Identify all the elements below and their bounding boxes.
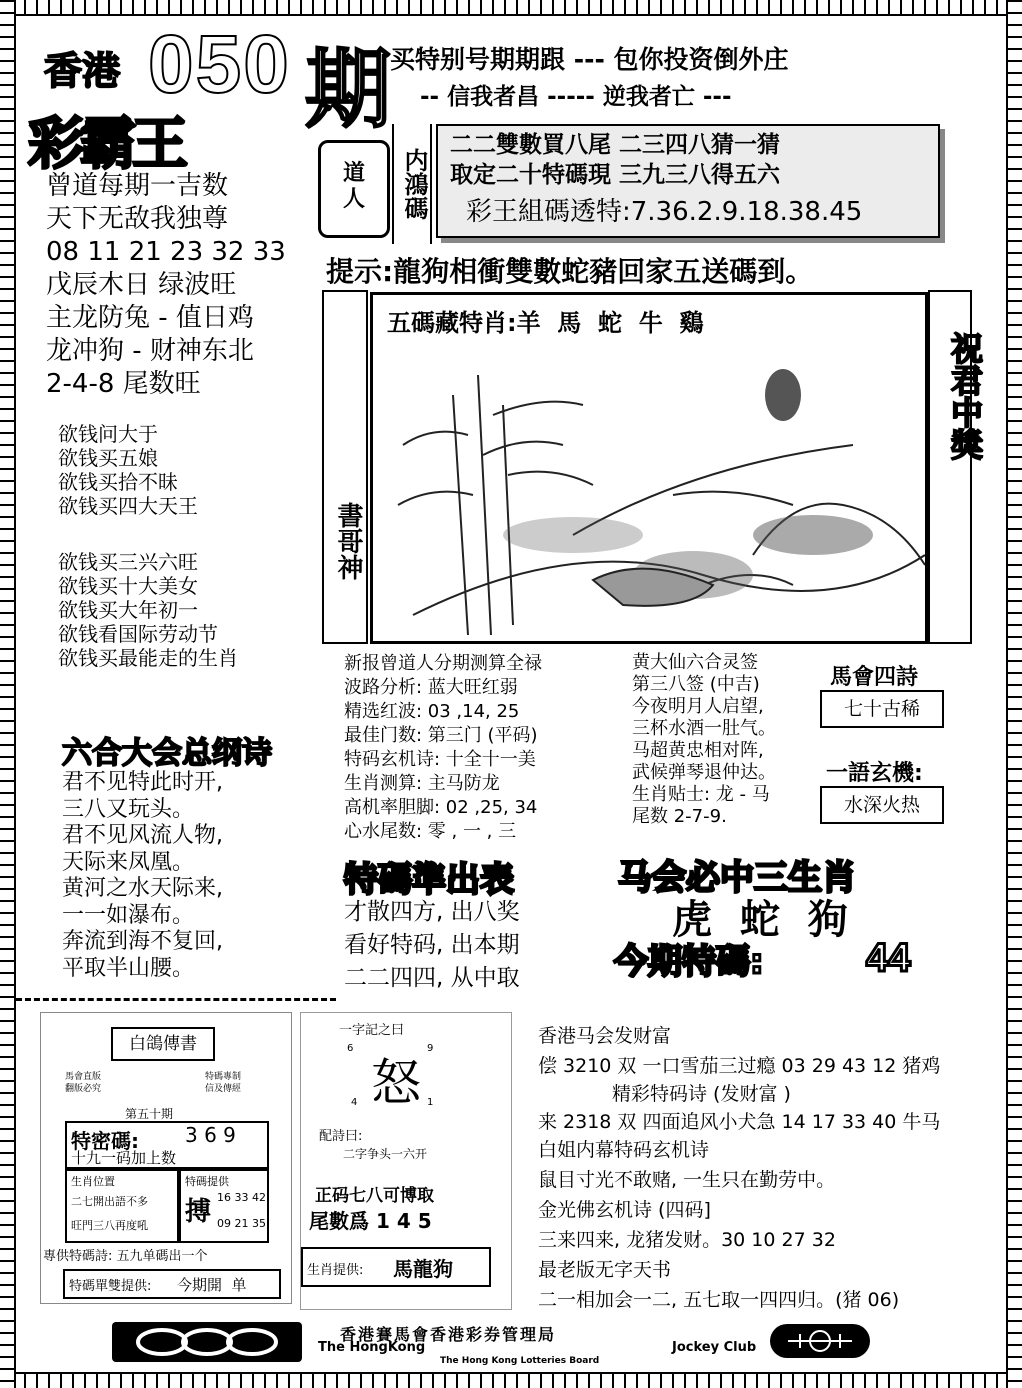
riddle-line: 欲钱买大年初一	[58, 598, 198, 622]
crane-zodiac-pos-box	[65, 1169, 179, 1243]
intro-line: 主龙防兔 - 值日鸡	[46, 303, 254, 333]
crane-special-nums-2: 09 21 35	[217, 1217, 266, 1230]
poem-lines	[62, 770, 223, 982]
analysis-line: 新报曾道人分期测算全禄	[344, 653, 542, 674]
border-top	[0, 0, 1022, 16]
analysis-line: 心水尾数: 零 , 一 , 三	[344, 821, 517, 842]
crane-special-char: 搏	[185, 1197, 212, 1227]
inner-code-numbers: 彩王組碼透特:7.36.2.9.18.38.45	[466, 197, 863, 227]
poem-line: 奔流到海不复回,	[62, 929, 223, 954]
today-label: 今期特碼:	[614, 942, 764, 982]
one-char-char: 怒	[371, 1054, 421, 1112]
crane-code-value: 3 6 9	[185, 1123, 236, 1147]
analysis-line: 高机率胆脚: 02 ,25, 34	[344, 797, 538, 818]
special-table-title: 特碼準出表	[344, 860, 514, 900]
crane-left-note-1: 馬會直版	[65, 1072, 102, 1082]
analysis-line: 波路分析: 蓝大旺红弱	[344, 677, 518, 698]
intro-line: 戊辰木日 绿波旺	[46, 270, 237, 300]
logo: 彩霸王	[28, 112, 184, 177]
poem-line: 一一如瀑布。	[62, 902, 195, 928]
one-char-zodiac-box	[301, 1247, 491, 1287]
intro-line: 天下无敌我独尊	[46, 204, 229, 234]
crane-right-note-1: 特碼專制	[205, 1072, 242, 1082]
hdx-line: 第三八签 (中吉)	[632, 674, 760, 695]
inner-code-label: 内鴻碼	[392, 124, 432, 244]
one-char-poem-label: 配詩曰:	[319, 1129, 363, 1144]
one-char-n4: 1	[427, 1097, 434, 1108]
hdx-line: 今夜明月人启望,	[632, 696, 764, 717]
jockey-logo-icon	[112, 1322, 302, 1362]
rb-line-5: 鼠目寸光不敢赌, 一生只在勤劳中。	[538, 1169, 836, 1191]
riddle-line: 欲钱买最能走的生肖	[58, 646, 238, 670]
analysis-lines	[344, 652, 542, 844]
intro-lines	[46, 170, 286, 401]
rb-line-1: 偿 3210 双 一口雪茄三过瘾 03 29 43 12 猪鸡	[538, 1055, 941, 1077]
rb-line-6: 金光佛玄机诗 (四码]	[538, 1199, 711, 1221]
one-char-tail: 尾數爲 1 4 5	[309, 1209, 432, 1233]
one-char-zodiac-label: 生肖提供:	[307, 1263, 364, 1278]
slogan-1: 买特别号期期跟 --- 包你投资倒外庄	[390, 45, 789, 74]
intro-line: 龙冲狗 - 财神东北	[46, 336, 254, 366]
crane-right-note-2: 信及傳經	[205, 1084, 242, 1094]
footer-en-3: The Hong Kong Lotteries Board	[440, 1356, 600, 1366]
right-caption-box	[928, 290, 984, 644]
picture-title: 五碼藏特肖:羊 馬 蛇 牛 鷄	[387, 309, 704, 337]
seal-text: 道人	[342, 161, 365, 212]
huang-daxian-lines	[632, 652, 776, 828]
intro-line: 曾道每期一吉数	[46, 171, 229, 201]
jockey-pick-title: 马会必中三生肖	[618, 858, 856, 898]
crane-special-nums-1: 16 33 42	[217, 1191, 266, 1204]
left-caption: 書哥神	[333, 502, 363, 580]
intro-line: 08 11 21 23 32 33	[46, 237, 286, 267]
crane-poem-line: 專供特碼詩: 五九单碼出一个	[43, 1249, 208, 1264]
footer-en-1: The HongKong	[318, 1340, 426, 1355]
poem-line: 平取半山腰。	[62, 955, 195, 981]
lotteries-logo	[770, 1324, 870, 1358]
special-line: 才散四方, 出八奖	[344, 899, 520, 925]
footer-cn: 香港賽馬會香港彩券管理局	[340, 1325, 557, 1344]
crane-odd-even-box	[63, 1269, 281, 1299]
crane-period: 第五十期	[125, 1107, 174, 1121]
hdx-line: 三杯水酒一肚气。	[632, 718, 776, 739]
crane-title: 白鴿傳書	[111, 1027, 215, 1061]
hdx-line: 马超黄忠相对阵,	[632, 740, 764, 761]
crane-code-label: 特密碼:	[71, 1129, 139, 1153]
divider	[16, 998, 336, 1001]
riddle-line: 欲钱看国际劳动节	[58, 622, 218, 646]
side-title-2: 一語玄機:	[826, 761, 923, 786]
crane-odd-even-value: 今期開 单	[177, 1276, 247, 1294]
inner-code-line: 二二雙數買八尾 二三四八猜一猜	[450, 132, 781, 158]
border-left	[0, 0, 16, 1388]
brand-title: 香港	[44, 49, 121, 93]
border-bottom	[0, 1372, 1022, 1388]
analysis-line: 特码玄机诗: 十全十一美	[344, 749, 536, 770]
intro-line: 2-4-8 尾数旺	[46, 369, 201, 399]
special-table-lines	[344, 896, 520, 995]
side-title-1: 馬會四詩	[830, 665, 919, 690]
poem-line: 君不见特此时开,	[62, 770, 223, 795]
rb-line-2: 精彩特码诗 (发财富 )	[612, 1083, 791, 1105]
hdx-line: 生肖贴士: 龙 - 马	[632, 784, 770, 805]
analysis-line: 精选红波: 03 ,14, 25	[344, 701, 520, 722]
rb-line-8: 最老版无字天书	[538, 1259, 672, 1281]
crane-code-hint: 十九一码加上数	[71, 1149, 177, 1167]
one-char-box	[300, 1012, 512, 1310]
rb-line-4: 白姐内幕特码玄机诗	[538, 1139, 710, 1161]
border-right	[1006, 0, 1022, 1388]
analysis-line: 生肖测算: 主马防龙	[344, 773, 500, 794]
one-char-poem: 二字争头一六开	[343, 1147, 428, 1161]
riddle-group-1	[58, 422, 198, 518]
left-caption-box	[322, 290, 368, 644]
today-number: 44	[866, 936, 911, 980]
crane-odd-even-label: 特碼單雙提供:	[69, 1279, 152, 1294]
crane-zodiac-pos-label: 生肖位置	[71, 1175, 115, 1188]
crane-zodiac-pos-1: 二七開出語不多	[71, 1195, 148, 1208]
rb-line-3: 来 2318 双 四面追风小犬急 14 17 33 40 牛马	[538, 1111, 941, 1133]
footer-en-2: Jockey Club	[672, 1340, 757, 1355]
riddle-line: 欲钱买四大天王	[58, 494, 198, 518]
poem-line: 君不见风流人物,	[62, 823, 223, 848]
rb-line-0: 香港马会发财富	[538, 1025, 672, 1047]
crane-special-box	[179, 1169, 269, 1243]
right-caption: 祝君中獎	[946, 332, 984, 460]
riddle-line: 欲钱问大于	[58, 422, 158, 446]
poem-line: 三八又玩头。	[62, 796, 195, 822]
rb-line-9: 二一相加会一二, 五七取一四四归。(猪 06)	[538, 1289, 900, 1311]
crane-code-box	[65, 1121, 269, 1169]
issue-number: 050	[148, 19, 291, 110]
one-char-zodiac-value: 馬龍狗	[393, 1257, 453, 1281]
poem-title: 六合大会总纲诗	[62, 736, 272, 771]
one-char-normal-code: 正码七八可博取	[315, 1186, 434, 1206]
crane-left-note-2: 翻版必究	[65, 1084, 102, 1094]
special-line: 二二四四, 从中取	[344, 965, 520, 991]
white-crane-box	[40, 1012, 292, 1304]
one-char-n1: 6	[347, 1043, 354, 1054]
analysis-line: 最佳门数: 第三门 (平码)	[344, 725, 538, 746]
one-char-n2: 9	[427, 1043, 434, 1054]
riddle-line: 欲钱买五娘	[58, 446, 158, 470]
jockey-club-logo	[112, 1322, 302, 1362]
daoren-seal	[318, 140, 390, 238]
one-char-title: 一字記之曰	[339, 1023, 405, 1038]
crane-special-label: 特碼提供	[185, 1175, 229, 1188]
crane-zodiac-pos-2: 旺門三八再度吼	[71, 1219, 148, 1232]
one-char-n3: 4	[351, 1097, 358, 1108]
special-line: 看好特码, 出本期	[344, 932, 520, 958]
poem-line: 黄河之水天际来,	[62, 876, 223, 901]
landscape-illustration	[373, 335, 925, 635]
side-value-2: 水深火热	[820, 786, 944, 824]
jockey-zodiacs: 虎 蛇 狗	[672, 897, 848, 943]
hdx-line: 武候弹琴退仲达。	[632, 762, 776, 783]
poem-line: 天际来凤凰。	[62, 849, 195, 875]
inner-code-line: 取定二十特碼現 三九三八得五六	[450, 162, 781, 188]
hint-text: 提示:龍狗相衝雙數蛇豬回家五送碼到。	[326, 255, 814, 288]
lotteries-logo-icon	[770, 1324, 870, 1358]
hdx-line: 黄大仙六合灵签	[632, 652, 758, 673]
riddle-group-2	[58, 550, 238, 670]
hdx-line: 尾数 2-7-9.	[632, 806, 727, 827]
inner-code-box	[436, 124, 940, 238]
riddle-line: 欲钱买三兴六旺	[58, 550, 198, 574]
side-value-1: 七十古稀	[820, 690, 944, 728]
rb-line-7: 三来四来, 龙猪发财。30 10 27 32	[538, 1229, 836, 1251]
picture-frame	[370, 292, 928, 644]
slogan-2: -- 信我者昌 ----- 逆我者亡 ---	[420, 84, 732, 110]
issue-char: 期	[305, 40, 391, 140]
riddle-line: 欲钱买十大美女	[58, 574, 198, 598]
riddle-line: 欲钱买拾不昧	[58, 470, 178, 494]
